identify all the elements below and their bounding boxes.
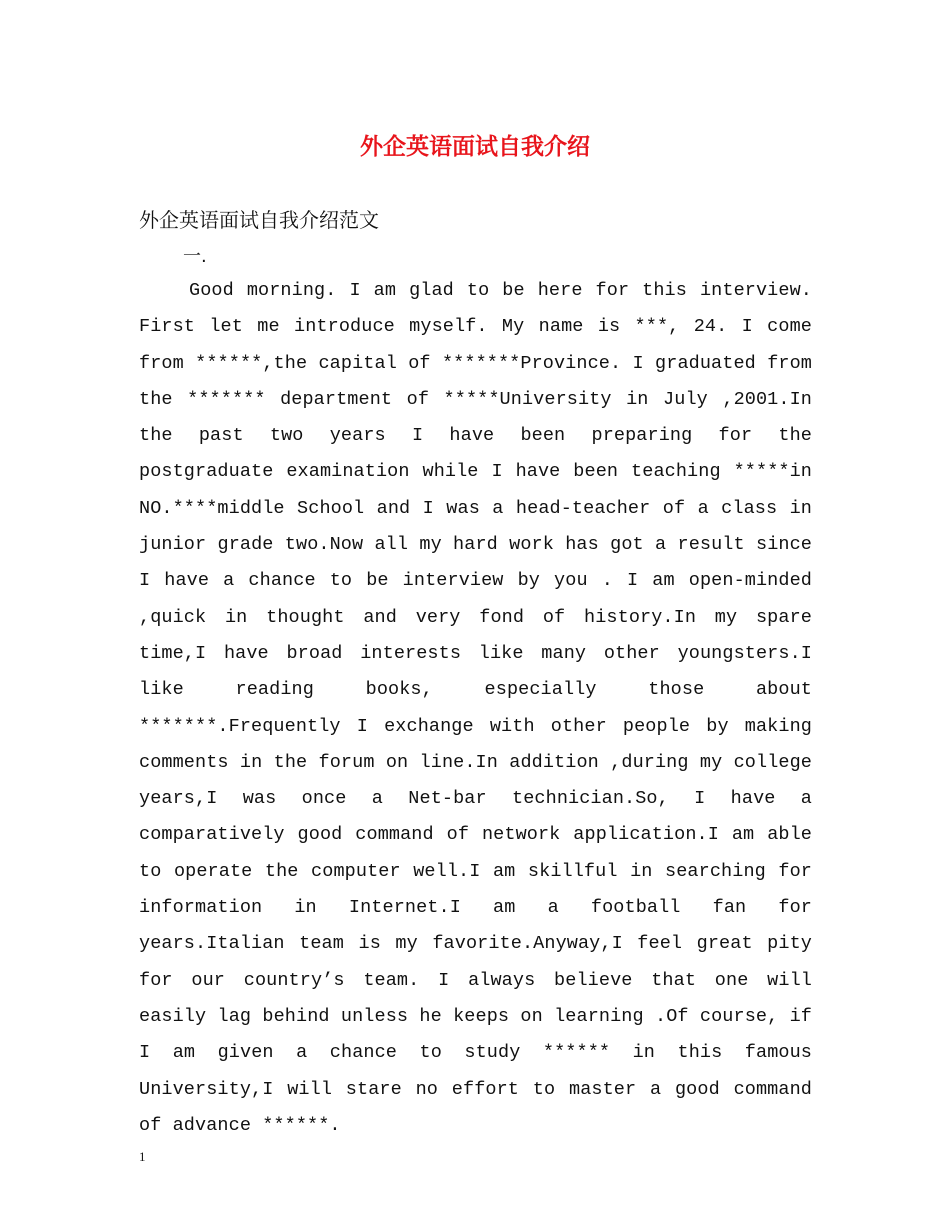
document-title: 外企英语面试自我介绍 bbox=[360, 133, 590, 160]
document-subtitle: 外企英语面试自我介绍范文 bbox=[139, 208, 379, 232]
section-number: 一. bbox=[183, 246, 207, 267]
body-paragraph: Good morning. I am glad to be here for this interview. First let me introduce myself. My name is ***, 24. I come from ******,the capital of *******Province. I graduated from the ******* department of *****University in July ,2001.In the past two years I have been preparing for the postgraduate examination while I have been teaching *****in NO.****middle School and I was a head-teacher of a class in junior grade two.Now all my hard work has got a result since I have a chance to be interview by you . I am open-minded ,quick in thought and very fond of history.In my spare time,I have broad interests like many other youngsters.I like reading books, especially those about *******.Frequently I exchange with other people by making comments in the forum on line.In addition ,during my college years,I was once a Net-bar technician.So, I have a comparatively good command of network application.I am able to operate the computer well.I am skillful in searching for information in Internet.I am a football fan for years.Italian team is my favorite.Anyway,I feel great pity for our country’s team. I always believe that one will easily lag behind unless he keeps on learning .Of course, if I am given a chance to study ****** in this famous University,I will stare no effort to master a good command of advance ******. bbox=[139, 280, 812, 1136]
page-number: 1 bbox=[139, 1149, 146, 1164]
